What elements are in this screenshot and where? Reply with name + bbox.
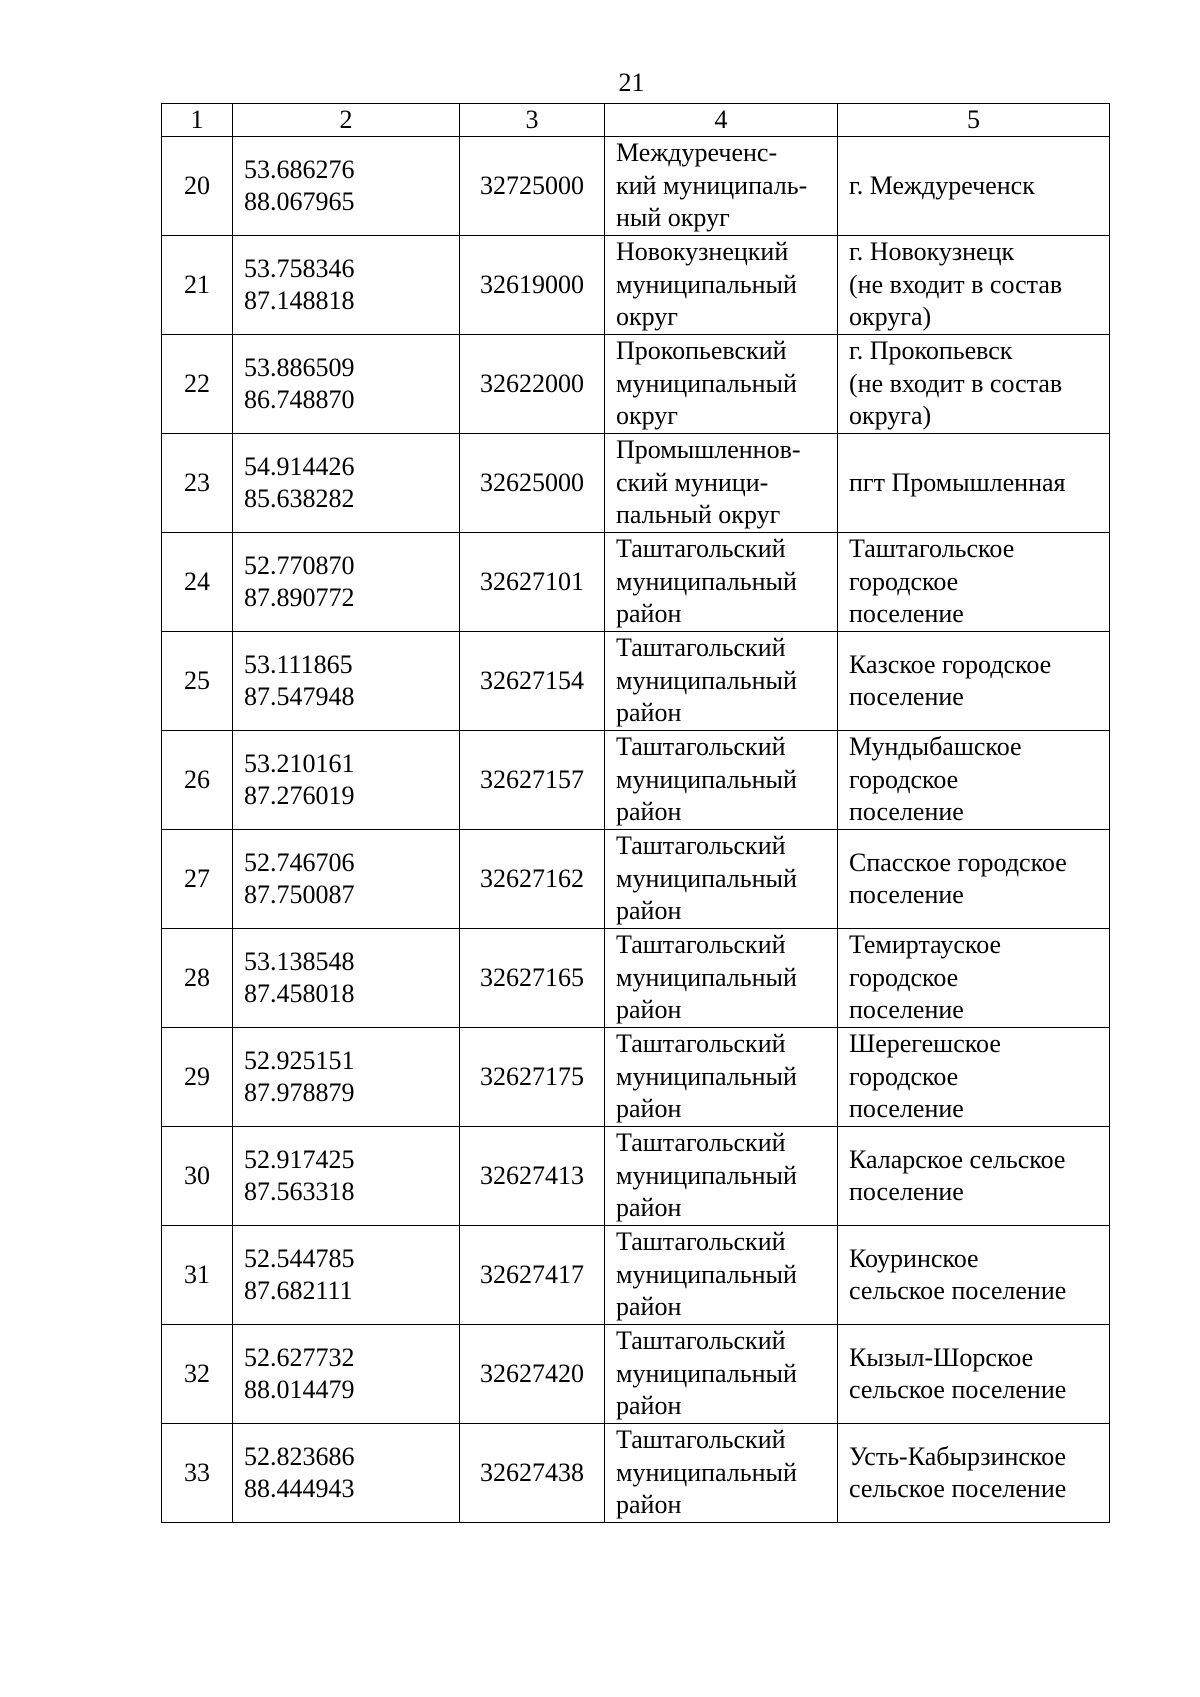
row-number-cell: 30 xyxy=(162,1127,233,1226)
settlement-line: городское xyxy=(849,962,959,992)
row-number-cell: 28 xyxy=(162,929,233,1028)
district-line: Таштагольский xyxy=(616,831,786,861)
district-line: округ xyxy=(616,401,678,431)
longitude-value: 87.276019 xyxy=(244,781,355,810)
settlement-line: (не входит в состав xyxy=(849,269,1063,299)
latitude-value: 54.914426 xyxy=(244,451,355,481)
district-line: кий муниципаль- xyxy=(616,170,808,200)
latitude-value: 52.917425 xyxy=(244,1144,355,1174)
district-line: муниципальный xyxy=(616,269,797,299)
row-number-cell: 21 xyxy=(162,236,233,335)
latitude-value: 52.627732 xyxy=(244,1342,355,1372)
table-row xyxy=(162,830,1110,929)
settlement-cell xyxy=(838,731,1110,830)
coordinates-cell xyxy=(233,1325,460,1424)
table-row xyxy=(162,236,1110,335)
longitude-value: 87.458018 xyxy=(244,979,355,1008)
settlement-cell xyxy=(838,632,1110,731)
district-cell xyxy=(605,830,838,929)
latitude-value: 53.210161 xyxy=(244,748,355,778)
district-line: район xyxy=(616,1193,682,1223)
district-line: район xyxy=(616,1094,682,1124)
table-row xyxy=(162,1325,1110,1424)
settlement-line: сельское поселение xyxy=(849,1375,1067,1404)
settlement-line: Темиртауское xyxy=(849,930,1002,960)
oktmo-code-cell: 32627175 xyxy=(460,1028,605,1127)
district-line: муниципальный xyxy=(616,1259,797,1289)
row-number-cell: 31 xyxy=(162,1226,233,1325)
district-line: Таштагольский xyxy=(616,1128,786,1158)
row-number-cell: 22 xyxy=(162,335,233,434)
district-cell xyxy=(605,533,838,632)
district-line: Таштагольский xyxy=(616,1425,786,1455)
table-row xyxy=(162,1127,1110,1226)
district-line: район xyxy=(616,896,682,926)
table-header-row xyxy=(162,104,1110,137)
settlement-line: округа) xyxy=(849,401,932,431)
settlement-line: Каларское сельское xyxy=(849,1144,1066,1174)
oktmo-code-cell: 32627162 xyxy=(460,830,605,929)
settlements-table xyxy=(161,103,1110,1523)
row-number-cell: 20 xyxy=(162,137,233,236)
district-line: муниципальный xyxy=(616,962,797,992)
district-cell xyxy=(605,1028,838,1127)
district-line: муниципальный xyxy=(616,368,797,398)
settlement-line: Усть-Кабырзинское xyxy=(849,1441,1067,1471)
longitude-value: 85.638282 xyxy=(244,484,355,513)
district-line: Прокопьевский xyxy=(616,336,787,366)
district-line: район xyxy=(616,1490,682,1520)
table-body xyxy=(162,137,1110,1523)
row-number-cell: 33 xyxy=(162,1424,233,1523)
settlement-line: Казское городское xyxy=(849,649,1052,679)
latitude-value: 53.138548 xyxy=(244,946,355,976)
settlement-line: поселение xyxy=(849,797,964,827)
settlement-line: городское xyxy=(849,566,959,596)
settlement-cell xyxy=(838,533,1110,632)
district-cell xyxy=(605,929,838,1028)
settlement-cell xyxy=(838,830,1110,929)
settlement-line: пгт Промышленная xyxy=(849,467,1066,497)
oktmo-code-cell: 32627413 xyxy=(460,1127,605,1226)
settlement-line: г. Новокузнецк xyxy=(849,237,1015,267)
table-row xyxy=(162,335,1110,434)
table-row xyxy=(162,1226,1110,1325)
settlement-cell xyxy=(838,236,1110,335)
coordinates-cell xyxy=(233,533,460,632)
district-cell xyxy=(605,1325,838,1424)
settlement-line: округа) xyxy=(849,302,932,332)
settlement-line: поселение xyxy=(849,880,964,909)
district-line: ский муници- xyxy=(616,467,769,497)
district-cell xyxy=(605,236,838,335)
district-line: муниципальный xyxy=(616,1457,797,1487)
coordinates-cell xyxy=(233,1226,460,1325)
oktmo-code-cell: 32627157 xyxy=(460,731,605,830)
settlement-line: поселение xyxy=(849,995,964,1025)
latitude-value: 52.823686 xyxy=(244,1441,355,1471)
settlement-line: Таштагольское xyxy=(849,534,1015,564)
longitude-value: 88.444943 xyxy=(244,1474,355,1503)
district-line: пальный округ xyxy=(616,500,781,530)
district-line: Таштагольский xyxy=(616,1227,786,1257)
district-line: Промышленнов- xyxy=(616,435,801,465)
settlement-line: Спасское городское xyxy=(849,847,1067,877)
longitude-value: 87.978879 xyxy=(244,1078,355,1107)
coordinates-cell xyxy=(233,434,460,533)
oktmo-code-cell: 32627154 xyxy=(460,632,605,731)
settlement-line: поселение xyxy=(849,682,964,711)
coordinates-cell xyxy=(233,632,460,731)
district-line: район xyxy=(616,797,682,827)
oktmo-code-cell: 32725000 xyxy=(460,137,605,236)
oktmo-code-cell: 32625000 xyxy=(460,434,605,533)
table-row xyxy=(162,731,1110,830)
settlement-line: Мундыбашское xyxy=(849,732,1022,762)
district-cell xyxy=(605,731,838,830)
latitude-value: 52.746706 xyxy=(244,847,355,877)
longitude-value: 87.682111 xyxy=(244,1276,353,1305)
district-cell xyxy=(605,335,838,434)
latitude-value: 53.886509 xyxy=(244,352,355,382)
row-number-cell: 24 xyxy=(162,533,233,632)
latitude-value: 53.758346 xyxy=(244,253,355,283)
district-line: муниципальный xyxy=(616,764,797,794)
coordinates-cell xyxy=(233,236,460,335)
longitude-value: 87.547948 xyxy=(244,682,355,711)
latitude-value: 52.925151 xyxy=(244,1045,355,1075)
settlement-cell xyxy=(838,335,1110,434)
settlement-cell xyxy=(838,434,1110,533)
district-line: муниципальный xyxy=(616,863,797,893)
district-line: Таштагольский xyxy=(616,1326,786,1356)
row-number-cell: 32 xyxy=(162,1325,233,1424)
oktmo-code-cell: 32627417 xyxy=(460,1226,605,1325)
district-cell xyxy=(605,632,838,731)
district-line: район xyxy=(616,1292,682,1322)
column-header-2: 2 xyxy=(233,104,460,137)
settlement-line: сельское поселение xyxy=(849,1276,1067,1305)
district-line: округ xyxy=(616,302,678,332)
district-line: Таштагольский xyxy=(616,930,786,960)
district-line: муниципальный xyxy=(616,665,797,695)
settlement-line: поселение xyxy=(849,1094,964,1124)
row-number-cell: 27 xyxy=(162,830,233,929)
longitude-value: 88.014479 xyxy=(244,1375,355,1404)
table-row xyxy=(162,434,1110,533)
district-cell xyxy=(605,1424,838,1523)
district-line: район xyxy=(616,698,682,728)
table-row xyxy=(162,137,1110,236)
longitude-value: 87.890772 xyxy=(244,583,355,612)
row-number-cell: 26 xyxy=(162,731,233,830)
coordinates-cell xyxy=(233,929,460,1028)
settlement-cell xyxy=(838,1028,1110,1127)
district-line: район xyxy=(616,599,682,629)
district-line: ный округ xyxy=(616,203,730,233)
row-number-cell: 29 xyxy=(162,1028,233,1127)
district-line: Таштагольский xyxy=(616,732,786,762)
settlement-cell xyxy=(838,1424,1110,1523)
table-row xyxy=(162,929,1110,1028)
coordinates-cell xyxy=(233,335,460,434)
district-line: Новокузнецкий xyxy=(616,237,789,267)
longitude-value: 87.750087 xyxy=(244,880,355,909)
settlement-line: поселение xyxy=(849,1177,964,1206)
table-row xyxy=(162,1028,1110,1127)
settlement-line: Кызыл-Шорское xyxy=(849,1342,1034,1372)
district-cell xyxy=(605,1226,838,1325)
settlement-line: г. Прокопьевск xyxy=(849,336,1013,366)
district-line: район xyxy=(616,1391,682,1421)
district-line: Таштагольский xyxy=(616,633,786,663)
settlement-cell xyxy=(838,929,1110,1028)
latitude-value: 52.544785 xyxy=(244,1243,355,1273)
settlement-line: (не входит в состав xyxy=(849,368,1063,398)
settlement-line: г. Междуреченск xyxy=(849,170,1035,200)
row-number-cell: 25 xyxy=(162,632,233,731)
coordinates-cell xyxy=(233,731,460,830)
settlement-cell xyxy=(838,137,1110,236)
settlement-line: Шерегешское xyxy=(849,1029,1001,1059)
coordinates-cell xyxy=(233,1028,460,1127)
district-cell xyxy=(605,1127,838,1226)
latitude-value: 53.111865 xyxy=(244,649,353,679)
longitude-value: 87.148818 xyxy=(244,286,355,315)
oktmo-code-cell: 32627165 xyxy=(460,929,605,1028)
district-line: Таштагольский xyxy=(616,534,786,564)
settlement-line: Коуринское xyxy=(849,1243,979,1273)
settlement-line: городское xyxy=(849,764,959,794)
row-number-cell: 23 xyxy=(162,434,233,533)
settlement-cell xyxy=(838,1127,1110,1226)
district-line: муниципальный xyxy=(616,1061,797,1091)
coordinates-cell xyxy=(233,137,460,236)
settlement-cell xyxy=(838,1226,1110,1325)
coordinates-cell xyxy=(233,1127,460,1226)
district-cell xyxy=(605,137,838,236)
district-line: Междуреченс- xyxy=(616,138,778,168)
latitude-value: 52.770870 xyxy=(244,550,355,580)
district-line: муниципальный xyxy=(616,566,797,596)
district-line: муниципальный xyxy=(616,1160,797,1190)
coordinates-cell xyxy=(233,830,460,929)
oktmo-code-cell: 32622000 xyxy=(460,335,605,434)
district-line: район xyxy=(616,995,682,1025)
column-header-1: 1 xyxy=(162,104,233,137)
district-cell xyxy=(605,434,838,533)
table-row xyxy=(162,1424,1110,1523)
table-row xyxy=(162,632,1110,731)
longitude-value: 87.563318 xyxy=(244,1177,355,1206)
oktmo-code-cell: 32627101 xyxy=(460,533,605,632)
district-line: Таштагольский xyxy=(616,1029,786,1059)
settlement-line: городское xyxy=(849,1061,959,1091)
longitude-value: 88.067965 xyxy=(244,187,355,216)
oktmo-code-cell: 32627438 xyxy=(460,1424,605,1523)
longitude-value: 86.748870 xyxy=(244,385,355,414)
oktmo-code-cell: 32619000 xyxy=(460,236,605,335)
table-row xyxy=(162,533,1110,632)
column-header-3: 3 xyxy=(460,104,605,137)
settlement-line: сельское поселение xyxy=(849,1474,1067,1503)
settlement-cell xyxy=(838,1325,1110,1424)
settlement-line: поселение xyxy=(849,599,964,629)
column-header-5: 5 xyxy=(838,104,1110,137)
district-line: муниципальный xyxy=(616,1358,797,1388)
oktmo-code-cell: 32627420 xyxy=(460,1325,605,1424)
column-header-4: 4 xyxy=(605,104,838,137)
coordinates-cell xyxy=(233,1424,460,1523)
latitude-value: 53.686276 xyxy=(244,154,355,184)
page-number: 21 xyxy=(618,68,645,97)
